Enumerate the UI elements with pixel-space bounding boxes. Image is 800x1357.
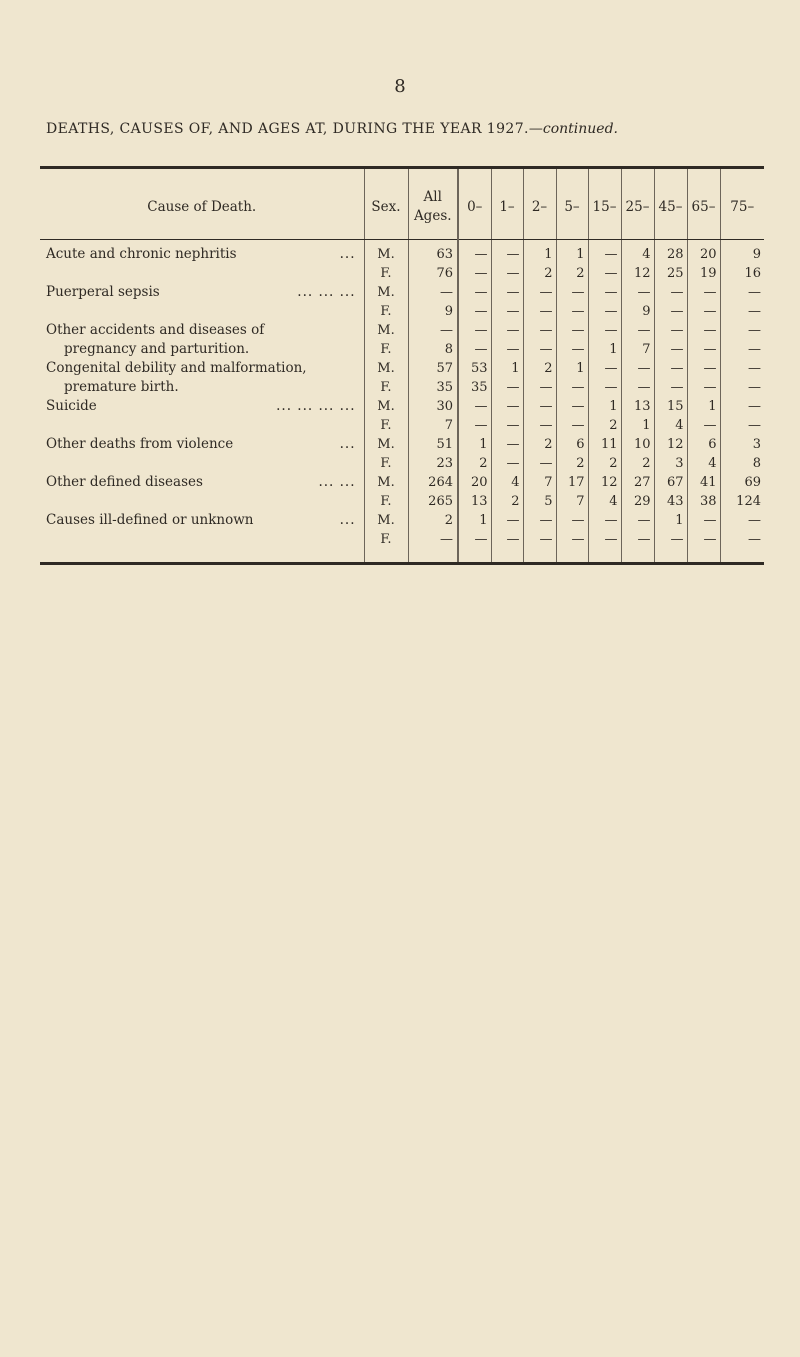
age-cell: 1	[588, 340, 621, 359]
cause-label: pregnancy and parturition.	[64, 341, 250, 357]
age-cell: —	[491, 378, 523, 397]
age-cell: —	[588, 511, 621, 530]
table-title-continued: —continued.	[528, 121, 618, 137]
age-cell: 4	[654, 416, 687, 435]
leader-dots: ...	[339, 512, 356, 528]
all-ages-cell: 63	[408, 240, 458, 265]
age-cell: 8	[720, 454, 764, 473]
header-age: 2–	[523, 169, 556, 240]
age-cell: —	[523, 378, 556, 397]
sex-cell: F.	[364, 378, 408, 397]
header-age: 45–	[654, 169, 687, 240]
age-cell: —	[556, 530, 588, 562]
age-cell: —	[491, 264, 523, 283]
cause-cell	[40, 359, 364, 378]
age-cell: —	[720, 321, 764, 340]
age-cell: —	[720, 340, 764, 359]
age-cell: —	[491, 416, 523, 435]
age-cell: —	[654, 302, 687, 321]
table-title	[46, 121, 766, 137]
age-cell: —	[720, 511, 764, 530]
cause-cell	[40, 454, 364, 473]
age-cell: —	[491, 511, 523, 530]
age-cell: —	[687, 321, 720, 340]
age-cell: —	[687, 530, 720, 562]
sex-cell: M.	[364, 473, 408, 492]
cause-cell	[40, 473, 364, 492]
age-cell: 13	[458, 492, 491, 511]
all-ages-cell: —	[408, 530, 458, 562]
age-cell: —	[621, 530, 654, 562]
header-age: 0–	[458, 169, 491, 240]
table-row	[40, 340, 764, 359]
age-cell: 11	[588, 435, 621, 454]
age-cell: —	[523, 321, 556, 340]
age-cell: —	[654, 321, 687, 340]
age-cell: 2	[523, 435, 556, 454]
age-cell: —	[720, 359, 764, 378]
age-cell: 67	[654, 473, 687, 492]
age-cell: 29	[621, 492, 654, 511]
age-cell: 1	[687, 397, 720, 416]
age-cell: —	[523, 397, 556, 416]
age-cell: —	[621, 359, 654, 378]
sex-cell: M.	[364, 435, 408, 454]
header-cause: Cause of Death.	[40, 169, 364, 240]
table-row	[40, 492, 764, 511]
age-cell: —	[720, 302, 764, 321]
age-cell: —	[458, 321, 491, 340]
age-cell: 6	[556, 435, 588, 454]
age-cell: 35	[458, 378, 491, 397]
age-cell: 5	[523, 492, 556, 511]
age-cell: —	[654, 283, 687, 302]
cause-label: Suicide	[46, 398, 97, 414]
table-row	[40, 454, 764, 473]
sex-cell: F.	[364, 302, 408, 321]
cause-cell	[40, 492, 364, 511]
age-cell: 4	[621, 240, 654, 265]
age-cell: —	[458, 530, 491, 562]
age-cell: —	[654, 359, 687, 378]
sex-cell: F.	[364, 264, 408, 283]
age-cell: —	[588, 283, 621, 302]
age-cell: 2	[588, 416, 621, 435]
age-cell: —	[458, 240, 491, 265]
age-cell: —	[458, 416, 491, 435]
age-cell: 12	[588, 473, 621, 492]
age-cell: 7	[523, 473, 556, 492]
age-cell: 4	[687, 454, 720, 473]
cause-label: Causes ill-defined or unknown	[46, 512, 254, 528]
all-ages-cell: —	[408, 321, 458, 340]
all-ages-cell: 76	[408, 264, 458, 283]
cause-cell	[40, 378, 364, 397]
age-cell: —	[523, 302, 556, 321]
sex-cell: M.	[364, 283, 408, 302]
age-cell: 10	[621, 435, 654, 454]
age-cell: —	[588, 359, 621, 378]
age-cell: —	[654, 340, 687, 359]
age-cell: —	[720, 397, 764, 416]
age-cell: —	[491, 340, 523, 359]
table-row	[40, 264, 764, 283]
sex-cell: M.	[364, 359, 408, 378]
all-ages-cell: —	[408, 283, 458, 302]
age-cell: 38	[687, 492, 720, 511]
age-cell: —	[654, 530, 687, 562]
age-cell: —	[556, 283, 588, 302]
header-all-ages	[408, 169, 458, 240]
age-cell: 2	[523, 264, 556, 283]
all-ages-cell: 264	[408, 473, 458, 492]
age-cell: —	[523, 530, 556, 562]
leader-dots: ... ... ...	[297, 284, 356, 300]
sex-cell: M.	[364, 397, 408, 416]
age-cell: 69	[720, 473, 764, 492]
age-cell: 20	[687, 240, 720, 265]
table-row	[40, 302, 764, 321]
leader-dots: ... ... ... ...	[276, 398, 356, 414]
cause-label: premature birth.	[64, 379, 179, 395]
age-cell: —	[556, 378, 588, 397]
leader-dots: ... ...	[318, 474, 356, 490]
age-cell: —	[523, 416, 556, 435]
table-row	[40, 416, 764, 435]
header-all-line2: Ages.	[413, 208, 452, 224]
sex-cell: F.	[364, 340, 408, 359]
table-row	[40, 435, 764, 454]
age-cell: —	[588, 264, 621, 283]
age-cell: 2	[556, 264, 588, 283]
table-row	[40, 473, 764, 492]
deaths-table-frame	[40, 166, 764, 565]
header-age: 15–	[588, 169, 621, 240]
age-cell: 7	[556, 492, 588, 511]
cause-cell	[40, 321, 364, 340]
age-cell: 4	[588, 492, 621, 511]
age-cell: —	[687, 302, 720, 321]
page-number: 8	[394, 76, 406, 97]
age-cell: —	[588, 302, 621, 321]
age-cell: —	[556, 416, 588, 435]
cause-cell	[40, 340, 364, 359]
table-row	[40, 359, 764, 378]
age-cell: 41	[687, 473, 720, 492]
header-age: 75–	[720, 169, 764, 240]
all-ages-cell: 8	[408, 340, 458, 359]
sex-cell: M.	[364, 511, 408, 530]
age-cell: —	[687, 511, 720, 530]
cause-cell	[40, 530, 364, 562]
age-cell: —	[523, 454, 556, 473]
age-cell: —	[687, 416, 720, 435]
cause-cell	[40, 416, 364, 435]
age-cell: —	[491, 435, 523, 454]
table-row	[40, 530, 764, 562]
age-cell: —	[687, 283, 720, 302]
age-cell: 27	[621, 473, 654, 492]
age-cell: 2	[621, 454, 654, 473]
age-cell: —	[491, 530, 523, 562]
age-cell: —	[556, 340, 588, 359]
age-cell: 2	[556, 454, 588, 473]
all-ages-cell: 35	[408, 378, 458, 397]
deaths-table	[40, 169, 764, 562]
header-age: 5–	[556, 169, 588, 240]
age-cell: —	[621, 321, 654, 340]
all-ages-cell: 9	[408, 302, 458, 321]
age-cell: —	[523, 511, 556, 530]
age-cell: 1	[556, 240, 588, 265]
age-cell: —	[621, 511, 654, 530]
table-body	[40, 240, 764, 563]
age-cell: —	[621, 283, 654, 302]
age-cell: —	[523, 283, 556, 302]
age-cell: 2	[523, 359, 556, 378]
table-title-text: DEATHS, CAUSES OF, AND AGES AT, DURING THE YEAR 1927.	[46, 121, 529, 137]
age-cell: —	[687, 378, 720, 397]
age-cell: 124	[720, 492, 764, 511]
table-row	[40, 378, 764, 397]
age-cell: —	[588, 530, 621, 562]
age-cell: —	[556, 511, 588, 530]
age-cell: —	[458, 283, 491, 302]
age-cell: —	[588, 378, 621, 397]
age-cell: 6	[687, 435, 720, 454]
header-age: 1–	[491, 169, 523, 240]
age-cell: —	[588, 321, 621, 340]
age-cell: —	[458, 302, 491, 321]
leader-dots: ...	[339, 436, 356, 452]
age-cell: 4	[491, 473, 523, 492]
age-cell: —	[491, 321, 523, 340]
age-cell: 28	[654, 240, 687, 265]
age-cell: 2	[588, 454, 621, 473]
age-cell: —	[621, 378, 654, 397]
sex-cell: F.	[364, 530, 408, 562]
age-cell: —	[458, 340, 491, 359]
age-cell: —	[556, 302, 588, 321]
age-cell: —	[491, 283, 523, 302]
age-cell: —	[687, 359, 720, 378]
cause-label: Puerperal sepsis	[46, 284, 160, 300]
age-cell: 1	[491, 359, 523, 378]
age-cell: 16	[720, 264, 764, 283]
age-cell: 2	[458, 454, 491, 473]
age-cell: —	[654, 378, 687, 397]
all-ages-cell: 57	[408, 359, 458, 378]
age-cell: —	[491, 397, 523, 416]
cause-cell	[40, 264, 364, 283]
age-cell: 13	[621, 397, 654, 416]
age-cell: 1	[523, 240, 556, 265]
sex-cell: M.	[364, 240, 408, 265]
age-cell: —	[556, 397, 588, 416]
age-cell: —	[687, 340, 720, 359]
age-cell: 12	[621, 264, 654, 283]
cause-cell	[40, 435, 364, 454]
age-cell: 25	[654, 264, 687, 283]
table-row	[40, 397, 764, 416]
age-cell: —	[458, 397, 491, 416]
age-cell: 3	[720, 435, 764, 454]
table-row	[40, 240, 764, 265]
all-ages-cell: 2	[408, 511, 458, 530]
age-cell: 19	[687, 264, 720, 283]
header-age: 25–	[621, 169, 654, 240]
all-ages-cell: 30	[408, 397, 458, 416]
table-row	[40, 511, 764, 530]
age-cell: 15	[654, 397, 687, 416]
age-cell: 1	[654, 511, 687, 530]
age-cell: —	[720, 530, 764, 562]
age-cell: 9	[720, 240, 764, 265]
age-cell: —	[491, 302, 523, 321]
table-row	[40, 321, 764, 340]
header-age: 65–	[687, 169, 720, 240]
age-cell: 1	[458, 511, 491, 530]
age-cell: 2	[491, 492, 523, 511]
all-ages-cell: 51	[408, 435, 458, 454]
header-sex: Sex.	[364, 169, 408, 240]
cause-cell	[40, 511, 364, 530]
cause-cell	[40, 397, 364, 416]
age-cell: 7	[621, 340, 654, 359]
age-cell: —	[720, 283, 764, 302]
age-cell: —	[491, 240, 523, 265]
age-cell: 17	[556, 473, 588, 492]
all-ages-cell: 23	[408, 454, 458, 473]
age-cell: 1	[458, 435, 491, 454]
age-cell: 1	[556, 359, 588, 378]
age-cell: —	[491, 454, 523, 473]
age-cell: 1	[588, 397, 621, 416]
cause-label: Other defined diseases	[46, 474, 203, 490]
leader-dots: ...	[339, 246, 356, 262]
header-row	[40, 169, 764, 240]
age-cell: 3	[654, 454, 687, 473]
all-ages-cell: 7	[408, 416, 458, 435]
header-all-line1: All	[423, 189, 442, 205]
sex-cell: F.	[364, 416, 408, 435]
all-ages-cell: 265	[408, 492, 458, 511]
cause-label: Other accidents and diseases of	[46, 322, 265, 338]
age-cell: 20	[458, 473, 491, 492]
cause-label: Congenital debility and malformation,	[46, 360, 307, 376]
age-cell: 12	[654, 435, 687, 454]
age-cell: —	[458, 264, 491, 283]
age-cell: —	[523, 340, 556, 359]
sex-cell: M.	[364, 321, 408, 340]
cause-label: Other deaths from violence	[46, 436, 234, 452]
age-cell: 9	[621, 302, 654, 321]
age-cell: —	[720, 378, 764, 397]
cause-cell	[40, 240, 364, 265]
cause-label: Acute and chronic nephritis	[46, 246, 237, 262]
age-cell: —	[720, 416, 764, 435]
age-cell: —	[556, 321, 588, 340]
table-row	[40, 283, 764, 302]
sex-cell: F.	[364, 454, 408, 473]
age-cell: 1	[621, 416, 654, 435]
age-cell: 43	[654, 492, 687, 511]
sex-cell: F.	[364, 492, 408, 511]
cause-cell	[40, 283, 364, 302]
age-cell: 53	[458, 359, 491, 378]
age-cell: —	[588, 240, 621, 265]
cause-cell	[40, 302, 364, 321]
